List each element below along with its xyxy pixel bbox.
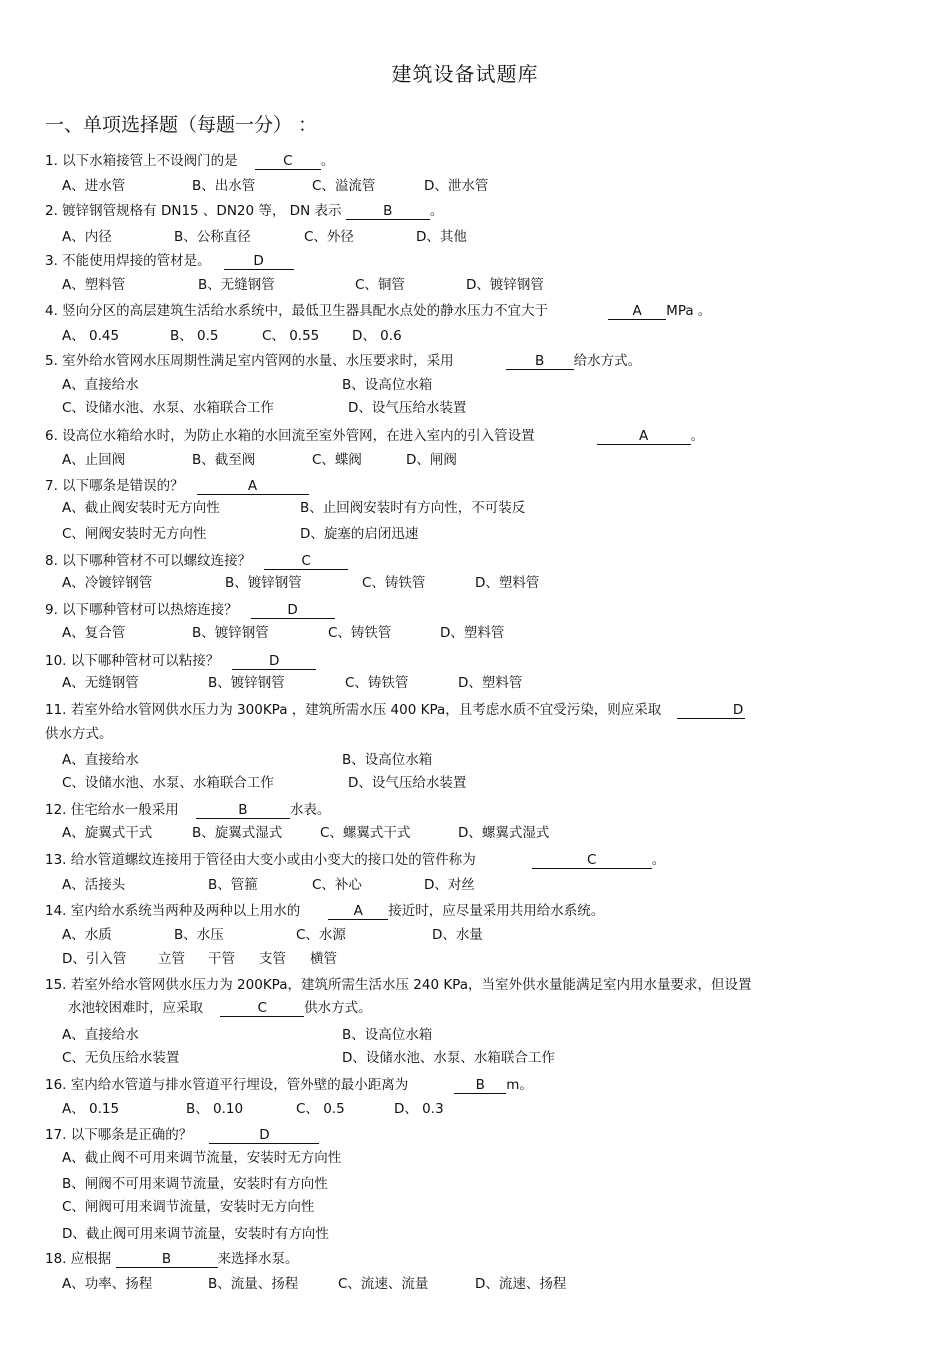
- question-8: [45, 552, 348, 570]
- question-suffix: 接近时，应尽量采用共用给水系统。: [388, 903, 605, 919]
- option-c: C、溢流管: [312, 178, 376, 194]
- option-b: B、截至阀: [192, 452, 256, 468]
- option-c: C、流速、流量: [338, 1276, 429, 1292]
- answer-blank: C: [532, 853, 652, 869]
- option-b: B、镀锌钢管: [208, 675, 285, 691]
- question-suffix: 来选择水泵。: [217, 1251, 299, 1267]
- option-d: D、流速、扬程: [475, 1276, 567, 1292]
- question-text: 14. 室内给水系统当两种及两种以上用水的: [45, 903, 301, 919]
- option-d: D、镀锌钢管: [466, 277, 544, 293]
- option-b: B、闸阀不可用来调节流量，安装时有方向性: [62, 1176, 328, 1192]
- answer-blank: B: [454, 1078, 506, 1094]
- option-a: A、 0.15: [62, 1101, 120, 1117]
- question-text: 10. 以下哪种管材可以粘接？: [45, 653, 220, 669]
- option-b: B、止回阀安装时有方向性，不可装反: [300, 500, 526, 516]
- option-c: C、无负压给水装置: [62, 1050, 180, 1066]
- question-text: 8. 以下哪种管材不可以螺纹连接？: [45, 553, 252, 569]
- question-suffix: 给水方式。: [573, 353, 642, 369]
- option-b: B、镀锌钢管: [192, 625, 269, 641]
- question-3: [45, 252, 294, 270]
- option-a: A、 0.45: [62, 328, 120, 344]
- option-d: D、螺翼式湿式: [458, 825, 550, 841]
- option-b: B、 0.5: [170, 328, 219, 344]
- question-text: 18. 应根据: [45, 1251, 112, 1267]
- question-text: 11. 若室外给水管网供水压力为 300KPa ，建筑所需水压 400 KPa，且考虑水质不宜受污染，则应采取: [45, 702, 662, 718]
- option-c: C、铸铁管: [362, 575, 426, 591]
- answer-blank: C: [220, 1001, 304, 1017]
- question-text: 7. 以下哪条是错误的？: [45, 478, 184, 494]
- option-b: B、管箍: [208, 877, 258, 893]
- answer-blank: D: [677, 703, 745, 719]
- option-c: C、铜管: [355, 277, 405, 293]
- question-9: [45, 601, 335, 619]
- question-text: 13. 给水管道螺纹连接用于管径由大变小或由小变大的接口处的管件称为: [45, 852, 476, 868]
- option-c: C、闸阀可用来调节流量，安装时无方向性: [62, 1199, 315, 1215]
- answer-blank: A: [608, 304, 666, 320]
- option-a: A、内径: [62, 229, 112, 245]
- option-a: A、冷镀锌钢管: [62, 575, 153, 591]
- option-a: A、止回阀: [62, 452, 126, 468]
- question-text: 4. 竖向分区的高层建筑生活给水系统中，最低卫生器具配水点处的静水压力不宜大于: [45, 303, 549, 319]
- option-pipe: 支管: [259, 951, 286, 967]
- option-d: D、塑料管: [440, 625, 505, 641]
- option-b: B、公称直径: [174, 229, 251, 245]
- option-d: D、旋塞的启闭迅速: [300, 526, 419, 542]
- option-a: A、直接给水: [62, 752, 139, 768]
- option-b: B、镀锌钢管: [225, 575, 302, 591]
- answer-blank: C: [255, 154, 321, 170]
- question-17: [45, 1126, 319, 1144]
- option-d: D、设储水池、水泵、水箱联合工作: [342, 1050, 555, 1066]
- answer-blank: A: [328, 904, 388, 920]
- option-pipe: 干管: [208, 951, 235, 967]
- question-14: [45, 902, 604, 920]
- option-c: C、设储水池、水泵、水箱联合工作: [62, 400, 274, 416]
- option-b: B、设高位水箱: [342, 752, 433, 768]
- option-c: C、铸铁管: [328, 625, 392, 641]
- option-c: C、外径: [304, 229, 354, 245]
- question-11-continued: 供水方式。: [45, 726, 113, 742]
- option-b: B、设高位水箱: [342, 1027, 433, 1043]
- question-18: [45, 1250, 299, 1268]
- question-suffix: m。: [506, 1077, 533, 1093]
- option-b: B、设高位水箱: [342, 377, 433, 393]
- option-c: C、补心: [312, 877, 362, 893]
- answer-blank: D: [251, 603, 335, 619]
- question-10: [45, 652, 316, 670]
- question-15: 15. 若室外给水管网供水压力为 200KPa，建筑所需生活水压 240 KPa，当室外供水量能满足室内用水量要求，但设置: [45, 977, 752, 993]
- option-a: A、进水管: [62, 178, 126, 194]
- document-title: 建筑设备试题库: [391, 62, 539, 86]
- option-d: D、其他: [416, 229, 467, 245]
- question-13: [45, 851, 665, 869]
- question-7: [45, 477, 309, 495]
- question-6: [45, 427, 704, 445]
- option-a: A、截止阀安装时无方向性: [62, 500, 220, 516]
- option-a: A、水质: [62, 927, 112, 943]
- option-a: A、功率、扬程: [62, 1276, 153, 1292]
- option-d: D、设气压给水装置: [348, 775, 467, 791]
- option-c: C、螺翼式干式: [320, 825, 411, 841]
- question-text: 2. 镀锌钢管规格有 DN15 、DN20 等， DN 表示: [45, 203, 342, 219]
- question-15-continued: [68, 999, 372, 1017]
- answer-blank: A: [597, 429, 691, 445]
- option-b: B、 0.10: [186, 1101, 244, 1117]
- question-text: 5. 室外给水管网水压周期性满足室内管网的水量、水压要求时，采用: [45, 353, 454, 369]
- option-b: B、流量、扬程: [208, 1276, 299, 1292]
- option-d: D、对丝: [424, 877, 475, 893]
- question-text: 17. 以下哪条是正确的？: [45, 1127, 193, 1143]
- option-d: D、水量: [432, 927, 483, 943]
- question-text: 3. 不能使用焊接的管材是。: [45, 253, 211, 269]
- option-c: C、 0.55: [262, 328, 320, 344]
- option-a: A、活接头: [62, 877, 126, 893]
- question-text: 12. 住宅给水一般采用: [45, 802, 179, 818]
- answer-blank: B: [196, 803, 290, 819]
- question-suffix: 供水方式。: [304, 1000, 372, 1016]
- option-d: D、 0.3: [394, 1101, 444, 1117]
- answer-blank: A: [197, 479, 309, 495]
- option-d: D、闸阀: [406, 452, 457, 468]
- answer-blank: B: [506, 354, 574, 370]
- option-c: C、铸铁管: [345, 675, 409, 691]
- option-b: B、旋翼式湿式: [192, 825, 283, 841]
- answer-blank: D: [209, 1128, 319, 1144]
- option-a: A、塑料管: [62, 277, 126, 293]
- option-c: C、 0.5: [296, 1101, 345, 1117]
- question-2: [45, 202, 443, 220]
- option-a: A、直接给水: [62, 377, 139, 393]
- question-11: [45, 701, 745, 719]
- question-16: [45, 1076, 533, 1094]
- answer-blank: C: [264, 554, 348, 570]
- answer-blank: D: [224, 254, 294, 270]
- question-suffix: 。: [690, 428, 705, 444]
- option-c: C、蝶阀: [312, 452, 362, 468]
- option-a: A、无缝钢管: [62, 675, 139, 691]
- option-d-pipe: D、引入管: [62, 951, 127, 967]
- option-d: D、塑料管: [475, 575, 540, 591]
- option-pipe: 立管: [158, 951, 185, 967]
- question-text: 水池较困难时，应采取: [68, 1000, 203, 1016]
- option-a: A、复合管: [62, 625, 126, 641]
- option-a: A、截止阀不可用来调节流量，安装时无方向性: [62, 1150, 342, 1166]
- option-d: D、塑料管: [458, 675, 523, 691]
- question-suffix: 。: [429, 203, 444, 219]
- question-4: [45, 302, 711, 320]
- option-a: A、直接给水: [62, 1027, 139, 1043]
- option-b: B、出水管: [192, 178, 256, 194]
- option-d: D、设气压给水装置: [348, 400, 467, 416]
- question-5: [45, 352, 641, 370]
- option-a: A、旋翼式干式: [62, 825, 153, 841]
- question-suffix: 。: [651, 852, 666, 868]
- option-c: C、水源: [296, 927, 346, 943]
- question-text: 9. 以下哪种管材可以热熔连接？: [45, 602, 238, 618]
- question-text: 6. 设高位水箱给水时，为防止水箱的水回流至室外管网，在进入室内的引入管设置: [45, 428, 535, 444]
- option-d: D、泄水管: [424, 178, 489, 194]
- answer-blank: B: [346, 204, 430, 220]
- question-text: 1. 以下水箱接管上不设阀门的是: [45, 153, 238, 169]
- option-d: D、 0.6: [352, 328, 402, 344]
- question-suffix: 水表。: [289, 802, 331, 818]
- answer-blank: D: [232, 654, 316, 670]
- option-d: D、截止阀可用来调节流量，安装时有方向性: [62, 1226, 329, 1242]
- section-heading: 一、单项选择题（每题一分） ：: [45, 114, 318, 136]
- question-1: [45, 152, 334, 170]
- question-12: [45, 801, 330, 819]
- question-suffix: 。: [320, 153, 335, 169]
- answer-blank: B: [116, 1252, 218, 1268]
- option-pipe: 横管: [310, 951, 337, 967]
- question-text: 16. 室内给水管道与排水管道平行埋设，管外壁的最小距离为: [45, 1077, 409, 1093]
- option-c: C、设储水池、水泵、水箱联合工作: [62, 775, 274, 791]
- option-c: C、闸阀安装时无方向性: [62, 526, 207, 542]
- option-b: B、水压: [174, 927, 224, 943]
- question-suffix: MPa 。: [666, 303, 712, 319]
- option-b: B、无缝钢管: [198, 277, 275, 293]
